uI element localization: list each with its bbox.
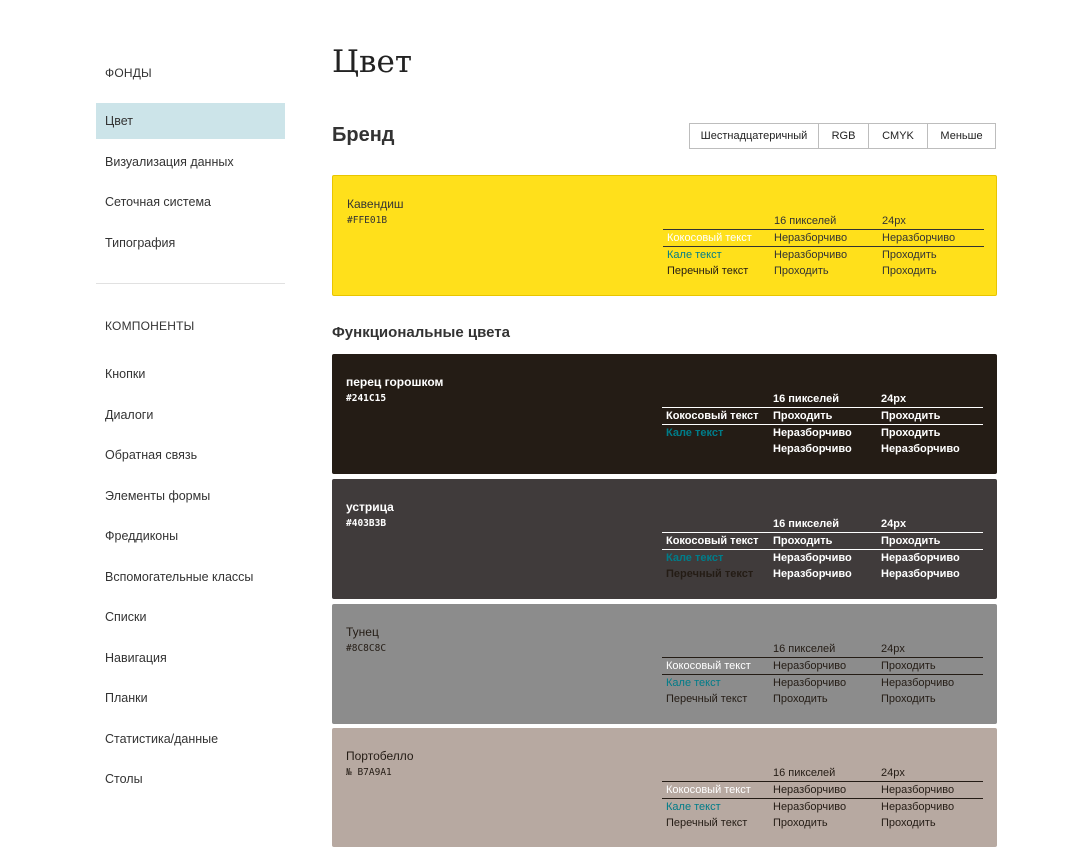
- contrast-header-empty: [662, 517, 769, 532]
- contrast-result-16px: Неразборчиво: [773, 427, 852, 439]
- swatch-name: Тунец: [346, 625, 379, 639]
- sidebar-item-dialogs[interactable]: Диалоги: [105, 408, 154, 422]
- sidebar-item-lists[interactable]: Списки: [105, 610, 147, 624]
- contrast-result-16px: Неразборчиво: [774, 232, 848, 244]
- contrast-text-label: Перечный текст: [666, 817, 748, 829]
- contrast-result-24px: Проходить: [881, 427, 941, 439]
- contrast-row: [662, 407, 983, 424]
- contrast-result-16px: Неразборчиво: [773, 443, 852, 455]
- swatch-hex-value: #FFE01B: [347, 215, 388, 226]
- contrast-result-16px: Неразборчиво: [773, 801, 847, 813]
- swatch-hex-value: № B7A9A1: [346, 767, 392, 778]
- contrast-row: [662, 798, 983, 815]
- contrast-text-label: Перечный текст: [666, 693, 748, 705]
- swatch-name: устрица: [346, 500, 394, 514]
- contrast-result-24px: Проходить: [881, 410, 941, 422]
- contrast-row: [662, 424, 983, 441]
- sidebar-item-slats[interactable]: Планки: [105, 691, 148, 705]
- contrast-result-24px: Неразборчиво: [881, 784, 955, 796]
- contrast-row: [662, 781, 983, 798]
- contrast-header-16px: 16 пикселей: [774, 215, 837, 227]
- contrast-result-24px: Проходить: [882, 265, 937, 277]
- contrast-header-16px: 16 пикселей: [773, 393, 840, 405]
- contrast-text-label: Кокосовый текст: [666, 410, 759, 422]
- contrast-header-empty: [663, 214, 770, 229]
- contrast-header-16px: 16 пикселей: [773, 643, 836, 655]
- contrast-row: [663, 246, 984, 263]
- contrast-text-label: Кокосовый текст: [667, 232, 752, 244]
- sidebar-item-tables[interactable]: Столы: [105, 772, 143, 786]
- contrast-text-label: Кокосовый текст: [666, 784, 751, 796]
- contrast-header-16px: 16 пикселей: [773, 767, 836, 779]
- color-swatch-card[interactable]: [332, 479, 997, 599]
- page-title: Цвет: [332, 44, 412, 80]
- sidebar-item-data-visualization[interactable]: Визуализация данных: [105, 155, 234, 169]
- format-rgb-button[interactable]: RGB: [818, 123, 869, 149]
- format-hex-button[interactable]: Шестнадцатеричный: [689, 123, 819, 149]
- contrast-header-empty: [662, 642, 769, 657]
- sidebar-item-color[interactable]: Цвет: [96, 103, 285, 139]
- contrast-header-24px: 24px: [881, 643, 905, 655]
- contrast-text-label: Перечный текст: [667, 265, 749, 277]
- contrast-result-24px: Проходить: [881, 660, 936, 672]
- swatch-hex-value: #241C15: [346, 393, 387, 404]
- contrast-header-row: [662, 517, 983, 532]
- contrast-row: [662, 441, 983, 458]
- contrast-header-24px: 24px: [881, 767, 905, 779]
- sidebar-heading-components: КОМПОНЕНТЫ: [105, 319, 195, 333]
- contrast-header-24px: 24px: [882, 215, 906, 227]
- sidebar-item-grid-system[interactable]: Сеточная система: [105, 195, 211, 209]
- sidebar-item-stats-data[interactable]: Статистика/данные: [105, 732, 219, 746]
- color-format-toggle: [689, 123, 996, 149]
- sidebar-heading-foundations: ФОНДЫ: [105, 66, 152, 80]
- swatch-name: Портобелло: [346, 749, 414, 763]
- sidebar-item-helper-classes[interactable]: Вспомогательные классы: [105, 570, 254, 584]
- contrast-row: [662, 657, 983, 674]
- contrast-header-24px: 24px: [881, 518, 907, 530]
- contrast-header-24px: 24px: [881, 393, 907, 405]
- section-title-functional: Функциональные цвета: [332, 324, 510, 341]
- format-less-button[interactable]: Меньше: [927, 123, 996, 149]
- contrast-result-16px: Проходить: [773, 817, 828, 829]
- swatch-name: Кавендиш: [347, 197, 404, 211]
- contrast-text-label: Кале текст: [666, 801, 721, 813]
- color-swatch-card[interactable]: [332, 175, 997, 296]
- contrast-text-label: Кале текст: [666, 427, 724, 439]
- contrast-header-row: [662, 766, 983, 781]
- contrast-text-label: Кале текст: [666, 552, 724, 564]
- contrast-result-16px: Проходить: [774, 265, 829, 277]
- contrast-header-16px: 16 пикселей: [773, 518, 840, 530]
- swatch-hex-value: #403B3B: [346, 518, 387, 529]
- contrast-result-24px: Неразборчиво: [881, 443, 960, 455]
- contrast-row: [662, 532, 983, 549]
- contrast-row: [662, 674, 983, 691]
- contrast-header-row: [662, 392, 983, 407]
- contrast-row: [663, 229, 984, 246]
- contrast-header-row: [663, 214, 984, 229]
- sidebar-item-typography[interactable]: Типография: [105, 236, 176, 250]
- sidebar-item-freddicons[interactable]: Фреддиконы: [105, 529, 179, 543]
- contrast-text-label: Кокосовый текст: [666, 535, 759, 547]
- contrast-result-24px: Неразборчиво: [881, 801, 955, 813]
- color-swatch-card[interactable]: [332, 728, 997, 847]
- format-cmyk-button[interactable]: CMYK: [868, 123, 928, 149]
- contrast-text-label: Кокосовый текст: [666, 660, 751, 672]
- contrast-row: [663, 263, 984, 280]
- contrast-result-16px: Проходить: [773, 535, 833, 547]
- contrast-table: [662, 642, 983, 708]
- contrast-result-24px: Неразборчиво: [881, 552, 960, 564]
- contrast-result-24px: Неразборчиво: [882, 232, 956, 244]
- swatch-name: перец горошком: [346, 375, 444, 389]
- contrast-result-16px: Неразборчиво: [774, 249, 848, 261]
- sidebar-divider: [96, 283, 285, 284]
- contrast-text-label: Перечный текст: [666, 568, 754, 580]
- contrast-result-16px: Неразборчиво: [773, 677, 847, 689]
- contrast-result-24px: Неразборчиво: [881, 677, 955, 689]
- sidebar-item-feedback[interactable]: Обратная связь: [105, 448, 198, 462]
- contrast-result-24px: Неразборчиво: [881, 568, 960, 580]
- contrast-text-label: Кале текст: [667, 249, 722, 261]
- section-title-brand: Бренд: [332, 124, 395, 146]
- contrast-result-16px: Неразборчиво: [773, 568, 852, 580]
- contrast-table: [662, 766, 983, 832]
- contrast-header-row: [662, 642, 983, 657]
- swatch-hex-value: #8C8C8C: [346, 643, 387, 654]
- sidebar-item-buttons[interactable]: Кнопки: [105, 367, 146, 381]
- contrast-result-16px: Неразборчиво: [773, 784, 847, 796]
- contrast-row: [662, 691, 983, 708]
- color-swatch-card[interactable]: [332, 354, 997, 474]
- contrast-result-24px: Проходить: [881, 693, 936, 705]
- sidebar-item-navigation[interactable]: Навигация: [105, 651, 167, 665]
- contrast-result-24px: Проходить: [881, 535, 941, 547]
- contrast-row: [662, 815, 983, 832]
- contrast-row: [662, 566, 983, 583]
- contrast-result-16px: Проходить: [773, 410, 833, 422]
- contrast-table: [663, 214, 984, 280]
- contrast-table: [662, 392, 983, 458]
- sidebar-item-form-elements[interactable]: Элементы формы: [105, 489, 211, 503]
- contrast-result-24px: Проходить: [881, 817, 936, 829]
- contrast-row: [662, 549, 983, 566]
- contrast-result-16px: Неразборчиво: [773, 660, 847, 672]
- contrast-result-24px: Проходить: [882, 249, 937, 261]
- contrast-table: [662, 517, 983, 583]
- contrast-result-16px: Неразборчиво: [773, 552, 852, 564]
- contrast-header-empty: [662, 392, 769, 407]
- contrast-result-16px: Проходить: [773, 693, 828, 705]
- color-swatch-card[interactable]: [332, 604, 997, 724]
- contrast-text-label: Кале текст: [666, 677, 721, 689]
- contrast-header-empty: [662, 766, 769, 781]
- contrast-text-label: [662, 441, 769, 458]
